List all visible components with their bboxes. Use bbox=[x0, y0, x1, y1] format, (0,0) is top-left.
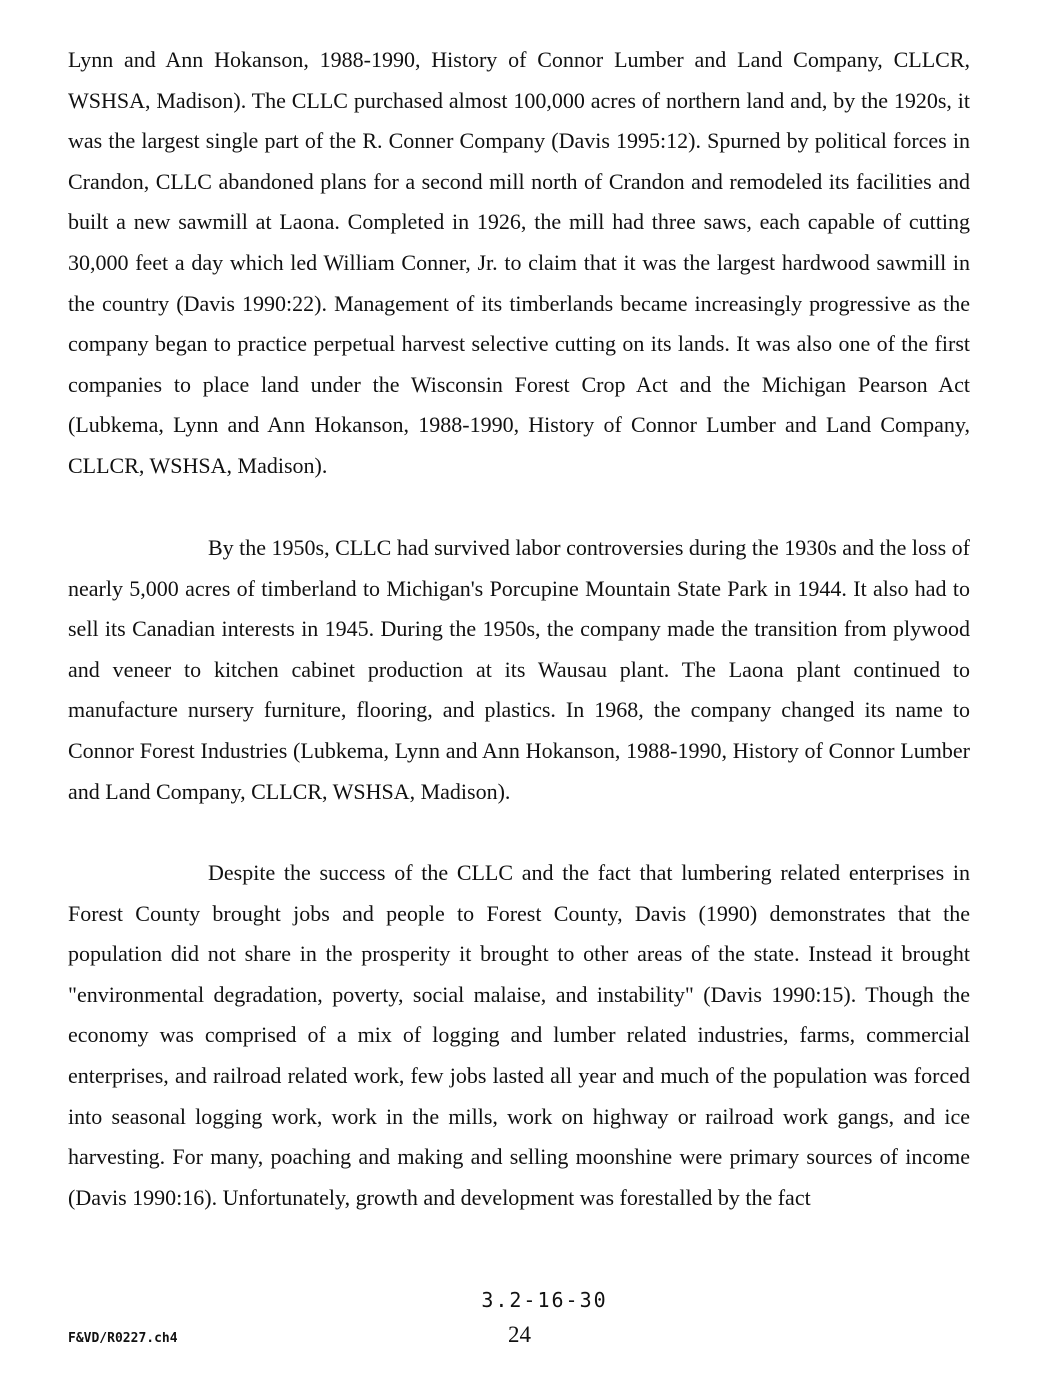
paragraph-2: By the 1950s, CLLC had survived labor controversies during the 1930s and the loss of nearly 5,000 acres of timberland to Michigan's Porcupine Mountain State Park in 1944. It also had to sell its Canadian interests in 1945. During the 1950s, the company made the transition from plywood and veneer to kitchen cabinet production at its Wausau plant. The Laona plant continued to manufacture nursery furniture, flooring, and plastics. In 1968, the company changed its name to Connor Forest Industries (Lubkema, Lynn and Ann Hokanson, 1988-1990, History of Connor Lumber and Land Company, CLLCR, WSHSA, Madison). bbox=[68, 535, 970, 804]
file-id: F&VD/R0227.ch4 bbox=[68, 1331, 178, 1346]
paragraph-3: Despite the success of the CLLC and the fact that lumbering related enterprises in Forest County brought jobs and people to Forest County, Davis (1990) demonstrates that the population did not share in the prosperity it brought to other areas of the state. Instead it brought "environmental degradation, poverty, social malaise, and instability" (Davis 1990:15). Though the economy was comprised of a mix of logging and lumber related industries, farms, commercial enterprises, and railroad related work, few jobs lasted all year and much of the population was forced into seasonal logging work, work in the mills, work on highway or railroad work gangs, and ice harvesting. For many, poaching and making and selling moonshine were primary sources of income (Davis 1990:16). Unfortunately, growth and development was forestalled by the fact bbox=[68, 860, 970, 1210]
page-number: 24 bbox=[508, 1322, 531, 1347]
paragraph-1: Lynn and Ann Hokanson, 1988-1990, History of Connor Lumber and Land Company, CLLCR, WSHSA, Madison). The CLLC purchased almost 100,000 acres of northern land and, by the 1920s, it was the largest single part of the R. Conner Company (Davis 1995:12). Spurned by political forces in Crandon, CLLC abandoned plans for a second mill north of Crandon and remodeled its facilities and built a new sawmill at Laona. Completed in 1926, the mill had three saws, each capable of cutting 30,000 feet a day which led William Conner, Jr. to claim that it was the largest hardwood sawmill in the country (Davis 1990:22). Management of its timberlands became increasingly progressive as the company began to practice perpetual harvest selective cutting on its lands. It was also one of the first companies to place land under the Wisconsin Forest Crop Act and the Michigan Pearson Act (Lubkema, Lynn and Ann Hokanson, 1988-1990, History of Connor Lumber and Land Company, CLLCR, WSHSA, Madison). bbox=[68, 47, 970, 478]
page-code: 3.2-16-30 bbox=[481, 1288, 608, 1312]
